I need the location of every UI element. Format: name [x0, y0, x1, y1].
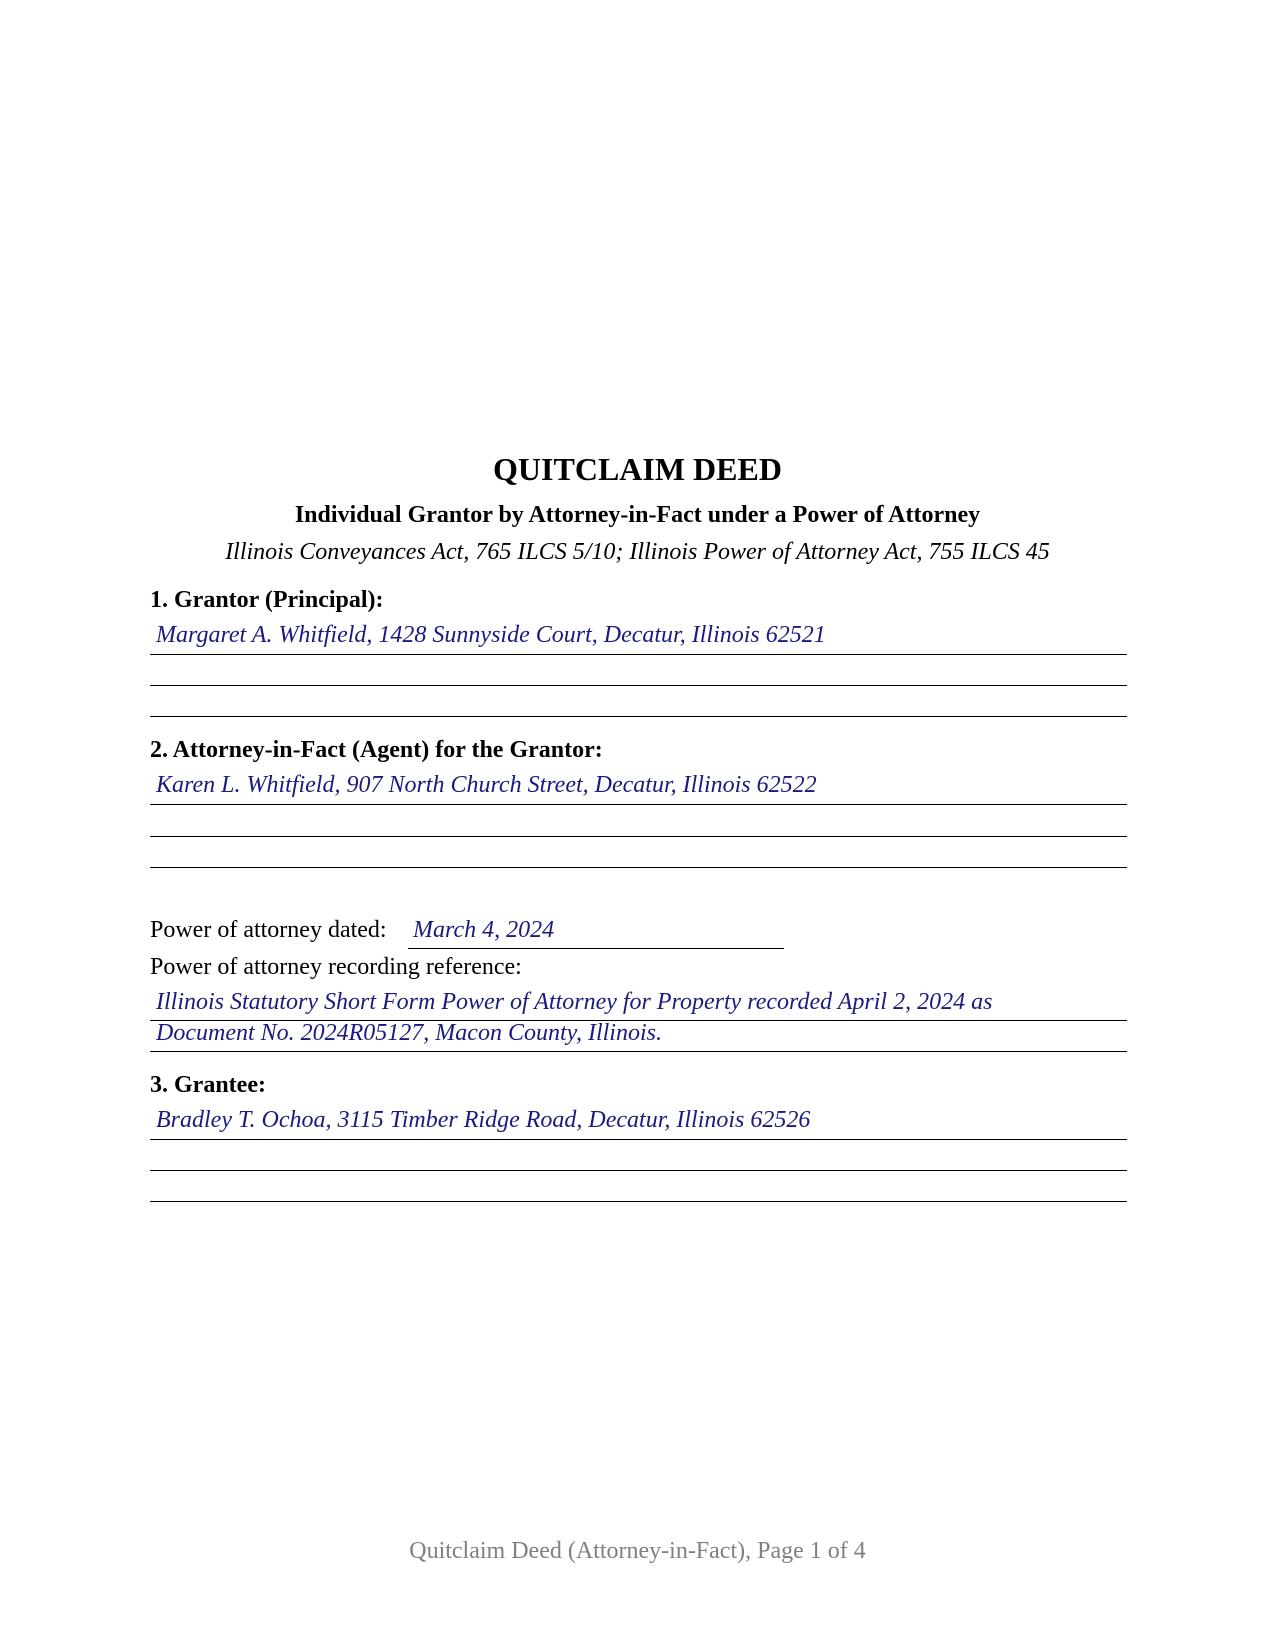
- grantee-heading: 3. Grantee:: [150, 1072, 266, 1098]
- poa-recording-field-line2[interactable]: Document No. 2024R05127, Macon County, Illinois.: [156, 1020, 662, 1046]
- agent-field[interactable]: Karen L. Whitfield, 907 North Church Street, Decatur, Illinois 62522: [156, 772, 817, 798]
- grantor-line-3: [150, 716, 1127, 717]
- poa-recording-field-line1[interactable]: Illinois Statutory Short Form Power of Attorney for Property recorded April 2, 2024 as: [156, 989, 993, 1015]
- page-title: QUITCLAIM DEED: [493, 451, 782, 487]
- poa-dated-field[interactable]: March 4, 2024: [413, 917, 555, 943]
- document-subtitle: Individual Grantor by Attorney-in-Fact under a Power of Attorney: [294, 502, 981, 528]
- grantor-field[interactable]: Margaret A. Whitfield, 1428 Sunnyside Court, Decatur, Illinois 62521: [156, 622, 826, 648]
- poa-recording-line-2: [150, 1051, 1127, 1052]
- grantor-heading: 1. Grantor (Principal):: [150, 587, 384, 613]
- statute-reference: Illinois Conveyances Act, 765 ILCS 5/10; Illinois Power of Attorney Act, 755 ILCS 45: [225, 539, 1050, 565]
- grantee-field[interactable]: Bradley T. Ochoa, 3115 Timber Ridge Road, Decatur, Illinois 62526: [156, 1107, 811, 1133]
- poa-dated-line: [408, 948, 784, 949]
- poa-recording-label: Power of attorney recording reference:: [150, 954, 522, 980]
- grantor-line-1: [150, 654, 1127, 655]
- grantee-line-1: [150, 1139, 1127, 1140]
- page-footer: Quitclaim Deed (Attorney-in-Fact), Page 1 of 4: [409, 1538, 866, 1564]
- agent-line-1: [150, 804, 1127, 805]
- agent-heading: 2. Attorney-in-Fact (Agent) for the Grantor:: [150, 737, 603, 763]
- agent-line-3: [150, 867, 1127, 868]
- poa-dated-label: Power of attorney dated:: [150, 917, 387, 943]
- agent-line-2: [150, 836, 1127, 837]
- grantee-line-3: [150, 1201, 1127, 1202]
- grantor-line-2: [150, 685, 1127, 686]
- grantee-line-2: [150, 1170, 1127, 1171]
